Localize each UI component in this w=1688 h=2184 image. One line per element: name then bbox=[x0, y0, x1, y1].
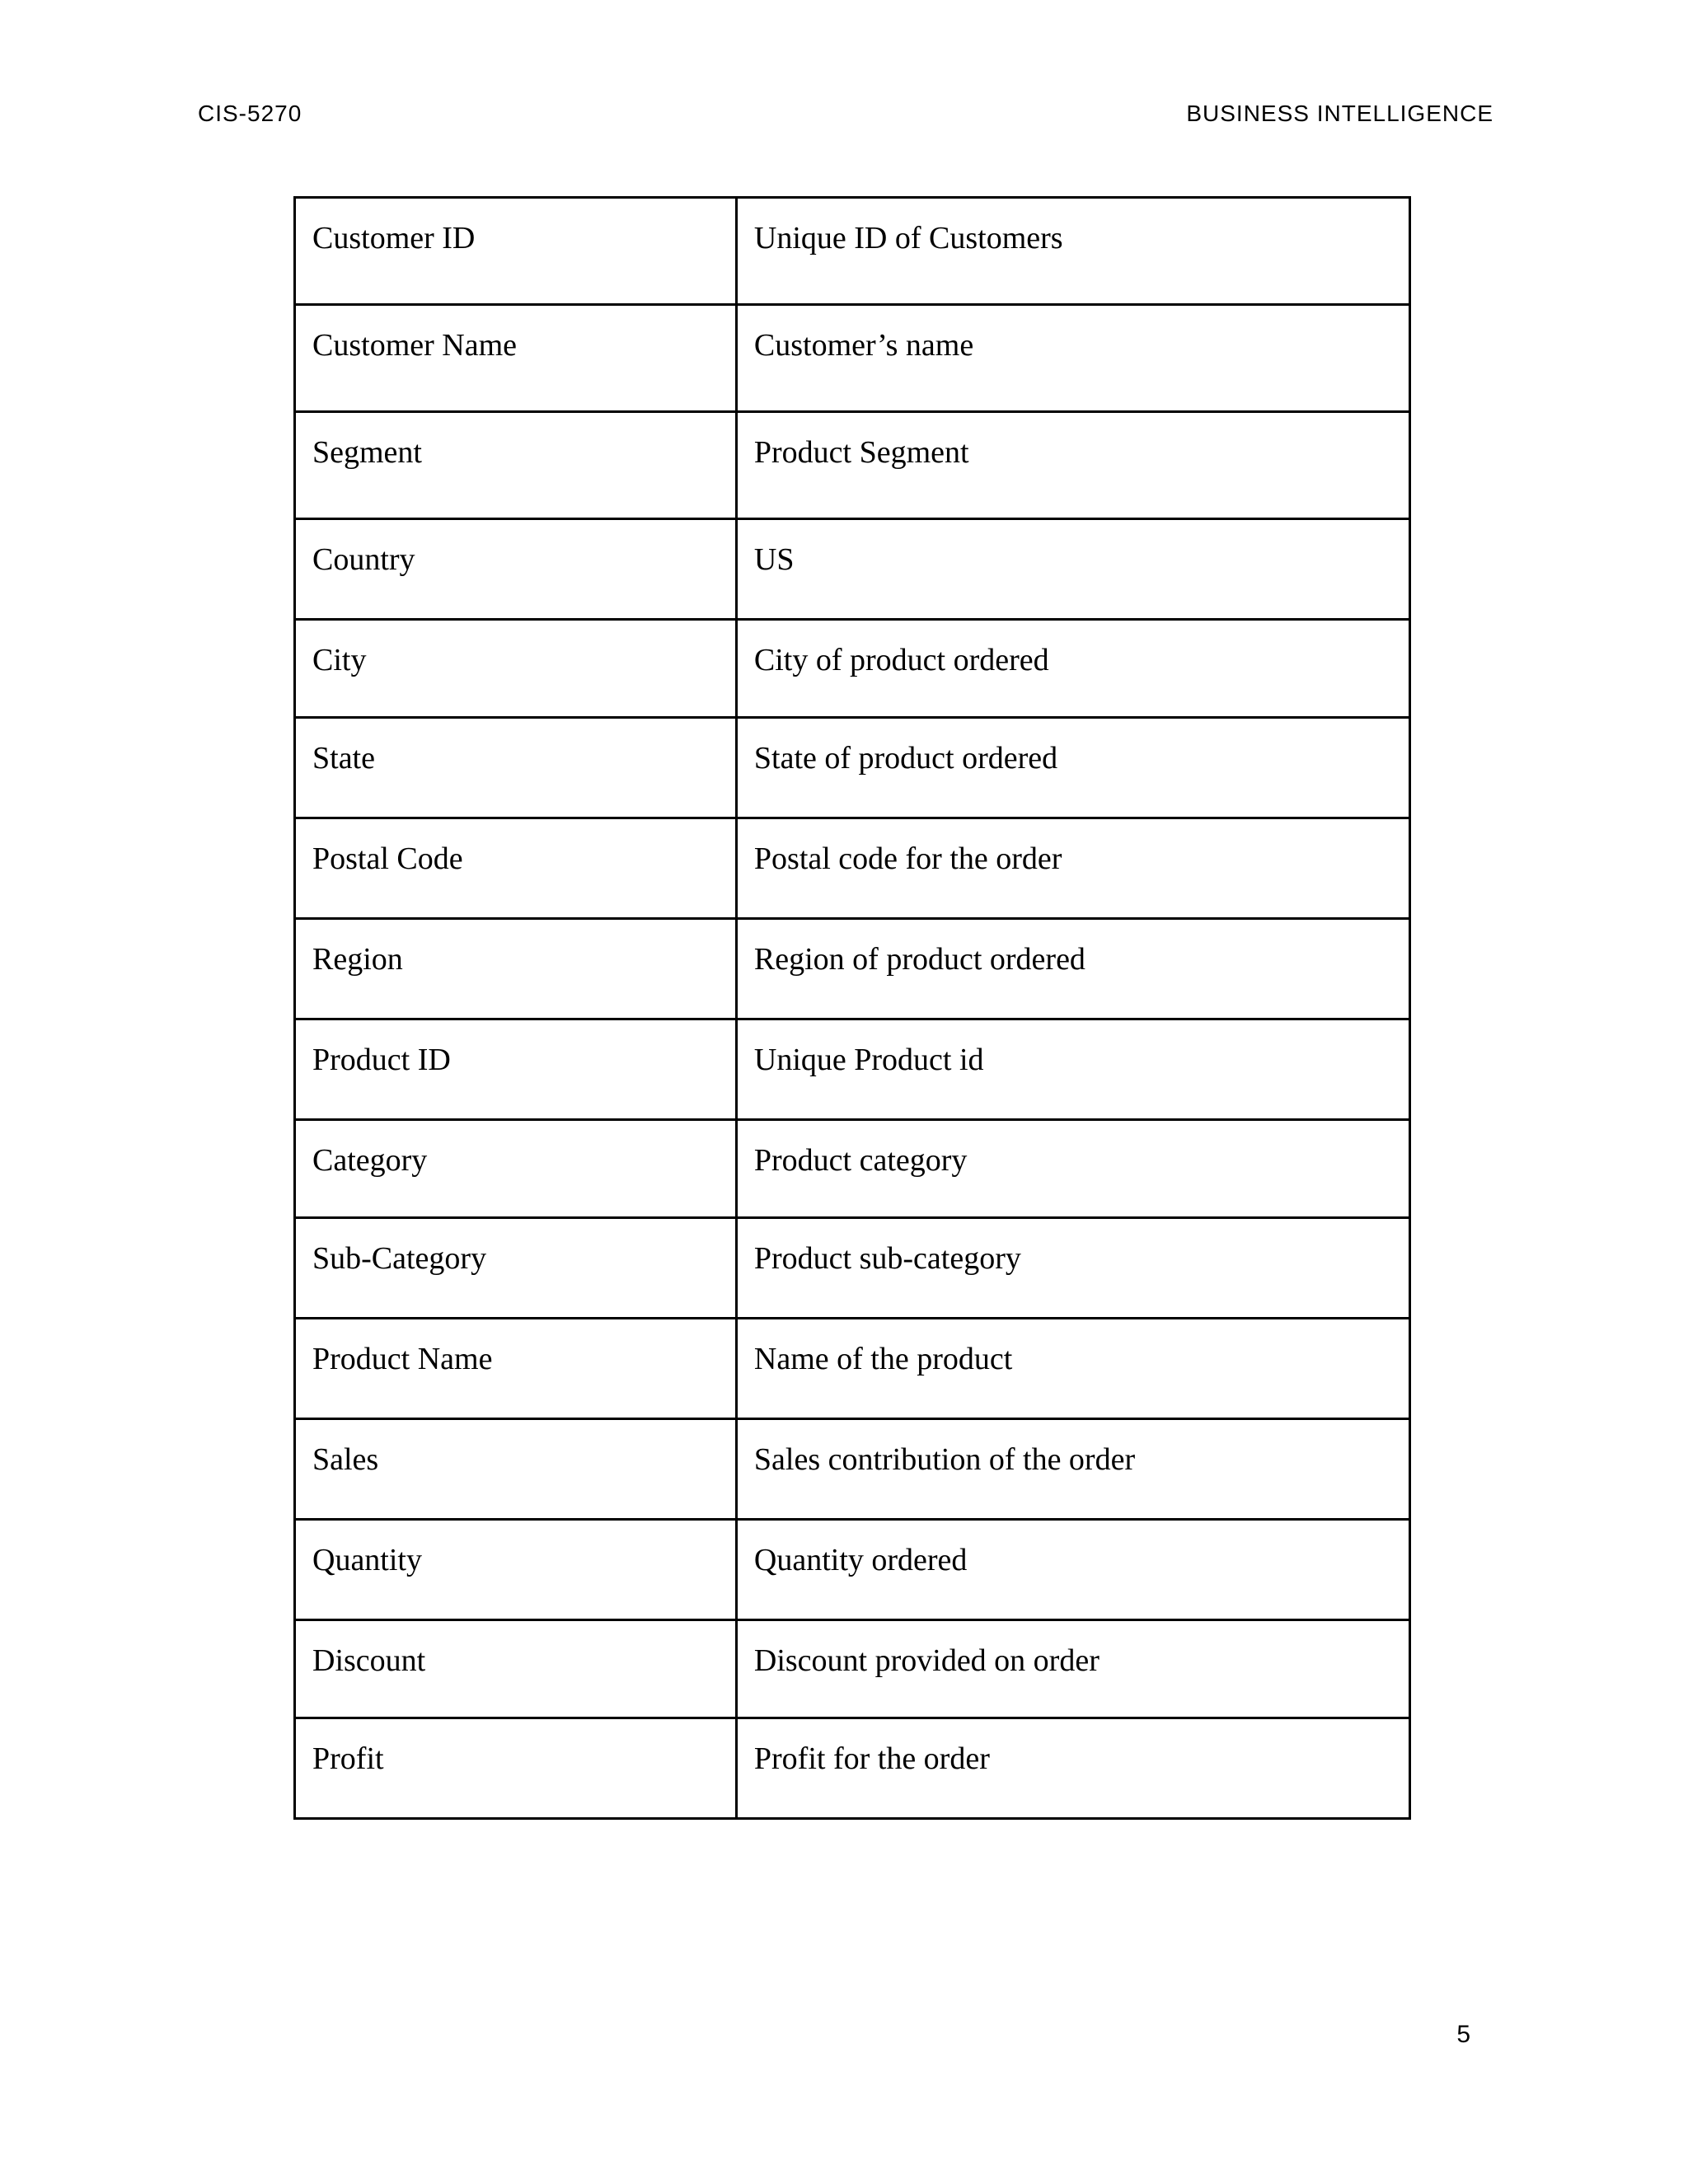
field-description-cell: State of product ordered bbox=[736, 718, 1409, 818]
table-row bbox=[295, 1319, 1410, 1419]
field-name-cell: Quantity bbox=[295, 1520, 737, 1620]
field-description-cell: City of product ordered bbox=[736, 620, 1409, 718]
field-name-cell: Country bbox=[295, 519, 737, 620]
table-row bbox=[295, 718, 1410, 818]
field-name-cell: Segment bbox=[295, 412, 737, 519]
field-description-cell: Name of the product bbox=[736, 1319, 1409, 1419]
table-row bbox=[295, 412, 1410, 519]
field-description-cell: Profit for the order bbox=[736, 1718, 1409, 1819]
table-row bbox=[295, 1120, 1410, 1218]
table-row bbox=[295, 1019, 1410, 1120]
field-name-cell: Sales bbox=[295, 1419, 737, 1520]
page-number: 5 bbox=[1456, 2021, 1470, 2048]
field-name-cell: Region bbox=[295, 919, 737, 1019]
field-description-cell: Quantity ordered bbox=[736, 1520, 1409, 1620]
table-row bbox=[295, 1520, 1410, 1620]
table-row bbox=[295, 519, 1410, 620]
field-description-cell: Unique Product id bbox=[736, 1019, 1409, 1120]
field-name-cell: Customer ID bbox=[295, 198, 737, 305]
field-description-cell: Unique ID of Customers bbox=[736, 198, 1409, 305]
field-name-cell: State bbox=[295, 718, 737, 818]
data-dictionary-table bbox=[293, 196, 1411, 1820]
field-description-cell: Discount provided on order bbox=[736, 1620, 1409, 1718]
table-row bbox=[295, 305, 1410, 412]
table-row bbox=[295, 1419, 1410, 1520]
table-row bbox=[295, 919, 1410, 1019]
field-name-cell: Product ID bbox=[295, 1019, 737, 1120]
field-name-cell: Category bbox=[295, 1120, 737, 1218]
table-row bbox=[295, 1620, 1410, 1718]
field-description-cell: Product category bbox=[736, 1120, 1409, 1218]
table-row bbox=[295, 1718, 1410, 1819]
field-name-cell: Postal Code bbox=[295, 818, 737, 919]
table-body bbox=[295, 198, 1410, 1819]
field-name-cell: City bbox=[295, 620, 737, 718]
field-description-cell: Product Segment bbox=[736, 412, 1409, 519]
table-row bbox=[295, 620, 1410, 718]
field-name-cell: Profit bbox=[295, 1718, 737, 1819]
field-description-cell: US bbox=[736, 519, 1409, 620]
field-description-cell: Postal code for the order bbox=[736, 818, 1409, 919]
field-name-cell: Sub-Category bbox=[295, 1218, 737, 1319]
header-course-code: CIS-5270 bbox=[198, 101, 302, 126]
table-row bbox=[295, 198, 1410, 305]
field-name-cell: Customer Name bbox=[295, 305, 737, 412]
field-description-cell: Customer’s name bbox=[736, 305, 1409, 412]
field-name-cell: Product Name bbox=[295, 1319, 737, 1419]
field-description-cell: Product sub-category bbox=[736, 1218, 1409, 1319]
header-course-title: BUSINESS INTELLIGENCE bbox=[1186, 101, 1493, 126]
field-name-cell: Discount bbox=[295, 1620, 737, 1718]
field-description-cell: Region of product ordered bbox=[736, 919, 1409, 1019]
field-description-cell: Sales contribution of the order bbox=[736, 1419, 1409, 1520]
table-row bbox=[295, 818, 1410, 919]
table-row bbox=[295, 1218, 1410, 1319]
